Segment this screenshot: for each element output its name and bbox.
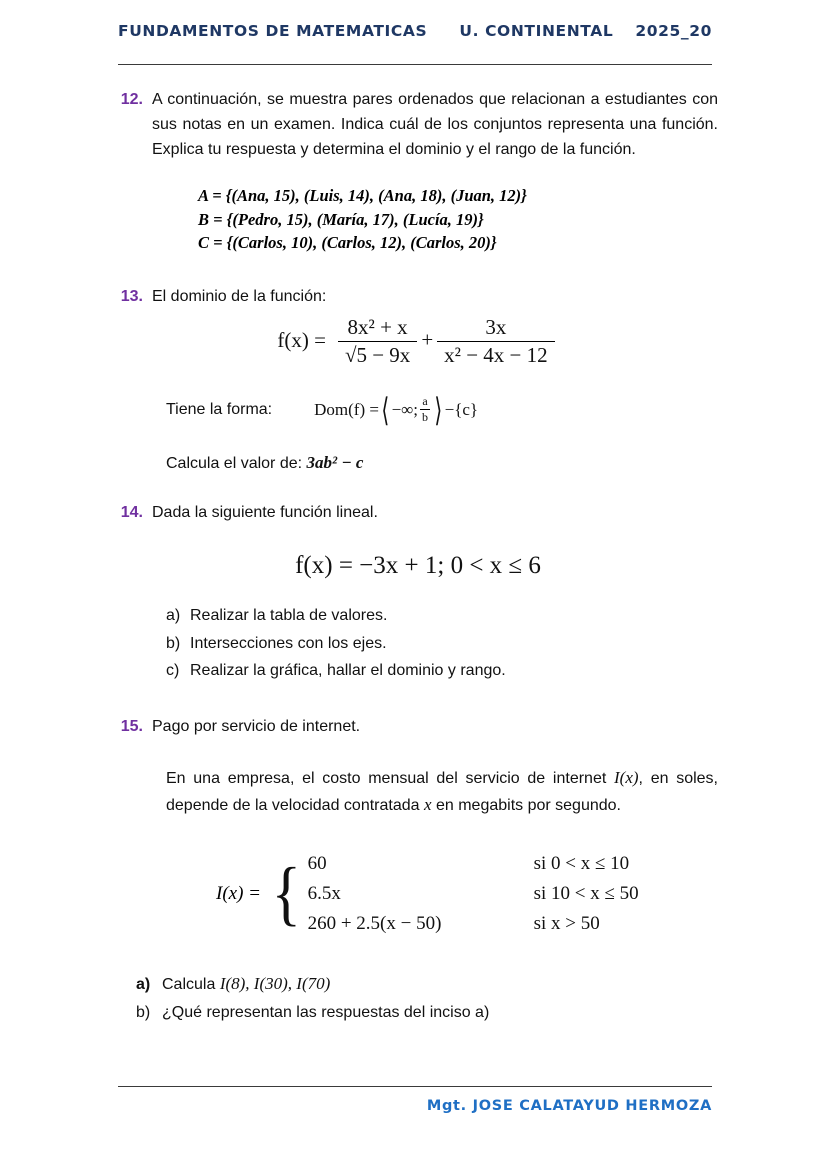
piecewise-expression-3: 260 + 2.5(x − 50) xyxy=(307,912,442,934)
item-number-14: 14. xyxy=(120,504,143,522)
problem-context-paragraph xyxy=(166,764,718,819)
subitem-14-b-label: b) xyxy=(166,634,181,652)
subitem-14-c xyxy=(166,657,718,685)
linear-function-equation: f(x) = −3x + 1; 0 < x ≤ 6 xyxy=(295,552,541,580)
exercise-item-15 xyxy=(118,715,718,740)
item-statement-15: Pago por servicio de internet. xyxy=(152,717,361,735)
domain-form-expression xyxy=(314,391,479,428)
term1-denominator: √5 − 9x xyxy=(338,341,417,368)
domain-excluded-set: {c} xyxy=(454,399,479,419)
domain-fraction xyxy=(420,394,430,425)
set-definition-a: A = {(Ana, 15), (Luis, 14), (Ana, 18), (Juan, 12)} xyxy=(198,186,527,206)
term2-denominator: x² − 4x − 12 xyxy=(437,341,554,368)
angle-bracket-close-icon: ⟩ xyxy=(434,391,443,428)
piecewise-cases-table xyxy=(308,849,639,939)
exercise-item-12 xyxy=(118,88,718,162)
piecewise-function-name: I(x) = xyxy=(216,882,261,904)
subitem-14-b-text: Intersecciones con los ejes. xyxy=(190,634,387,652)
subitem-14-b xyxy=(166,630,718,658)
domain-minus-sign: − xyxy=(444,399,455,419)
subitem-15-b-label: b) xyxy=(136,1003,151,1021)
piecewise-condition-2: si 10 < x ≤ 50 xyxy=(533,882,639,904)
angle-bracket-open-icon: ⟨ xyxy=(381,391,390,428)
item-statement-12: A continuación, se muestra pares ordenados que relacionan a estudiantes con sus notas en un examen. Indica cuál de los conjuntos representa una función. Explica tu respuesta y determina el dominio y el rango de la función. xyxy=(152,91,718,158)
institution-name: U. CONTINENTAL xyxy=(459,22,614,40)
exercise-item-14 xyxy=(118,501,718,526)
item-number-12: 12. xyxy=(120,91,143,108)
domain-form-label: Tiene la forma: xyxy=(166,400,273,418)
domain-fraction-denominator: b xyxy=(422,410,428,425)
domain-lower-bound: −∞; xyxy=(391,399,418,419)
piecewise-function-definition xyxy=(216,849,718,939)
piecewise-expression-1: 60 xyxy=(307,852,327,874)
subitem-list-14 xyxy=(166,602,718,685)
piecewise-expression-2: 6.5x xyxy=(307,882,341,904)
subitem-14-a-text: Realizar la tabla de valores. xyxy=(190,607,388,625)
formula-term-1 xyxy=(338,315,417,368)
domain-form-row xyxy=(166,391,718,428)
piecewise-row xyxy=(308,849,639,879)
formula-operator: + xyxy=(421,327,434,352)
calculate-value-row xyxy=(166,453,718,473)
subitem-list-15 xyxy=(136,969,718,1027)
subitem-14-c-text: Realizar la gráfica, hallar el dominio y rango. xyxy=(190,662,506,680)
paragraph-variable-i-of-x: I(x) xyxy=(614,767,639,787)
teacher-signature: Mgt. JOSE CALATAYUD HERMOZA xyxy=(426,1098,712,1114)
piecewise-row xyxy=(308,909,639,939)
subitem-15-a-math: I(8), I(30), I(70) xyxy=(219,973,331,993)
calculate-expression: 3ab² − c xyxy=(306,453,364,473)
calculate-label: Calcula el valor de: xyxy=(166,455,303,473)
subitem-15-b xyxy=(136,999,718,1027)
formula-term-2 xyxy=(437,315,554,368)
formula-lhs: f(x) = xyxy=(277,327,326,352)
subitem-15-a-text: Calcula xyxy=(162,975,220,993)
header-right-group xyxy=(459,22,712,40)
piecewise-row xyxy=(308,879,639,909)
function-formula-13 xyxy=(118,315,718,368)
subitem-15-a-label: a) xyxy=(136,975,151,993)
document-header xyxy=(118,22,712,40)
course-title: FUNDAMENTOS DE MATEMATICAS xyxy=(118,22,428,40)
domain-lhs: Dom(f) = xyxy=(314,399,379,419)
paragraph-variable-x: x xyxy=(423,795,432,815)
subitem-15-a xyxy=(136,969,718,999)
header-divider xyxy=(118,64,712,65)
subitem-15-b-text: ¿Qué representan las respuestas del inciso a) xyxy=(162,1003,490,1021)
exercise-item-13 xyxy=(118,285,718,310)
paragraph-part-3: en megabits por segundo. xyxy=(431,797,621,815)
footer-divider xyxy=(118,1086,712,1087)
subitem-14-a xyxy=(166,602,718,630)
paragraph-part-2: , en soles, depende de la velocidad contratada xyxy=(166,769,718,815)
term2-numerator: 3x xyxy=(485,315,507,340)
subitem-14-c-label: c) xyxy=(166,662,180,680)
term1-numerator: 8x² + x xyxy=(347,315,408,340)
subitem-14-a-label: a) xyxy=(166,607,181,625)
item-statement-14: Dada la siguiente función lineal. xyxy=(152,504,378,522)
item-number-13: 13. xyxy=(120,287,143,305)
academic-period: 2025_20 xyxy=(635,22,712,40)
set-definition-c: C = {(Carlos, 10), (Carlos, 12), (Carlos, 20)} xyxy=(198,233,497,253)
set-definitions-block xyxy=(198,184,718,254)
domain-fraction-numerator: a xyxy=(422,394,428,409)
piecewise-condition-3: si x > 50 xyxy=(533,912,600,934)
set-definition-b: B = {(Pedro, 15), (María, 17), (Lucía, 19)} xyxy=(198,209,484,229)
document-content xyxy=(118,88,718,1027)
left-curly-brace-icon: { xyxy=(271,853,301,934)
item-statement-13: El dominio de la función: xyxy=(152,287,327,305)
piecewise-condition-1: si 0 < x ≤ 10 xyxy=(533,852,630,874)
paragraph-part-1: En una empresa, el costo mensual del servicio de internet xyxy=(166,769,614,787)
item-number-15: 15. xyxy=(120,717,143,735)
